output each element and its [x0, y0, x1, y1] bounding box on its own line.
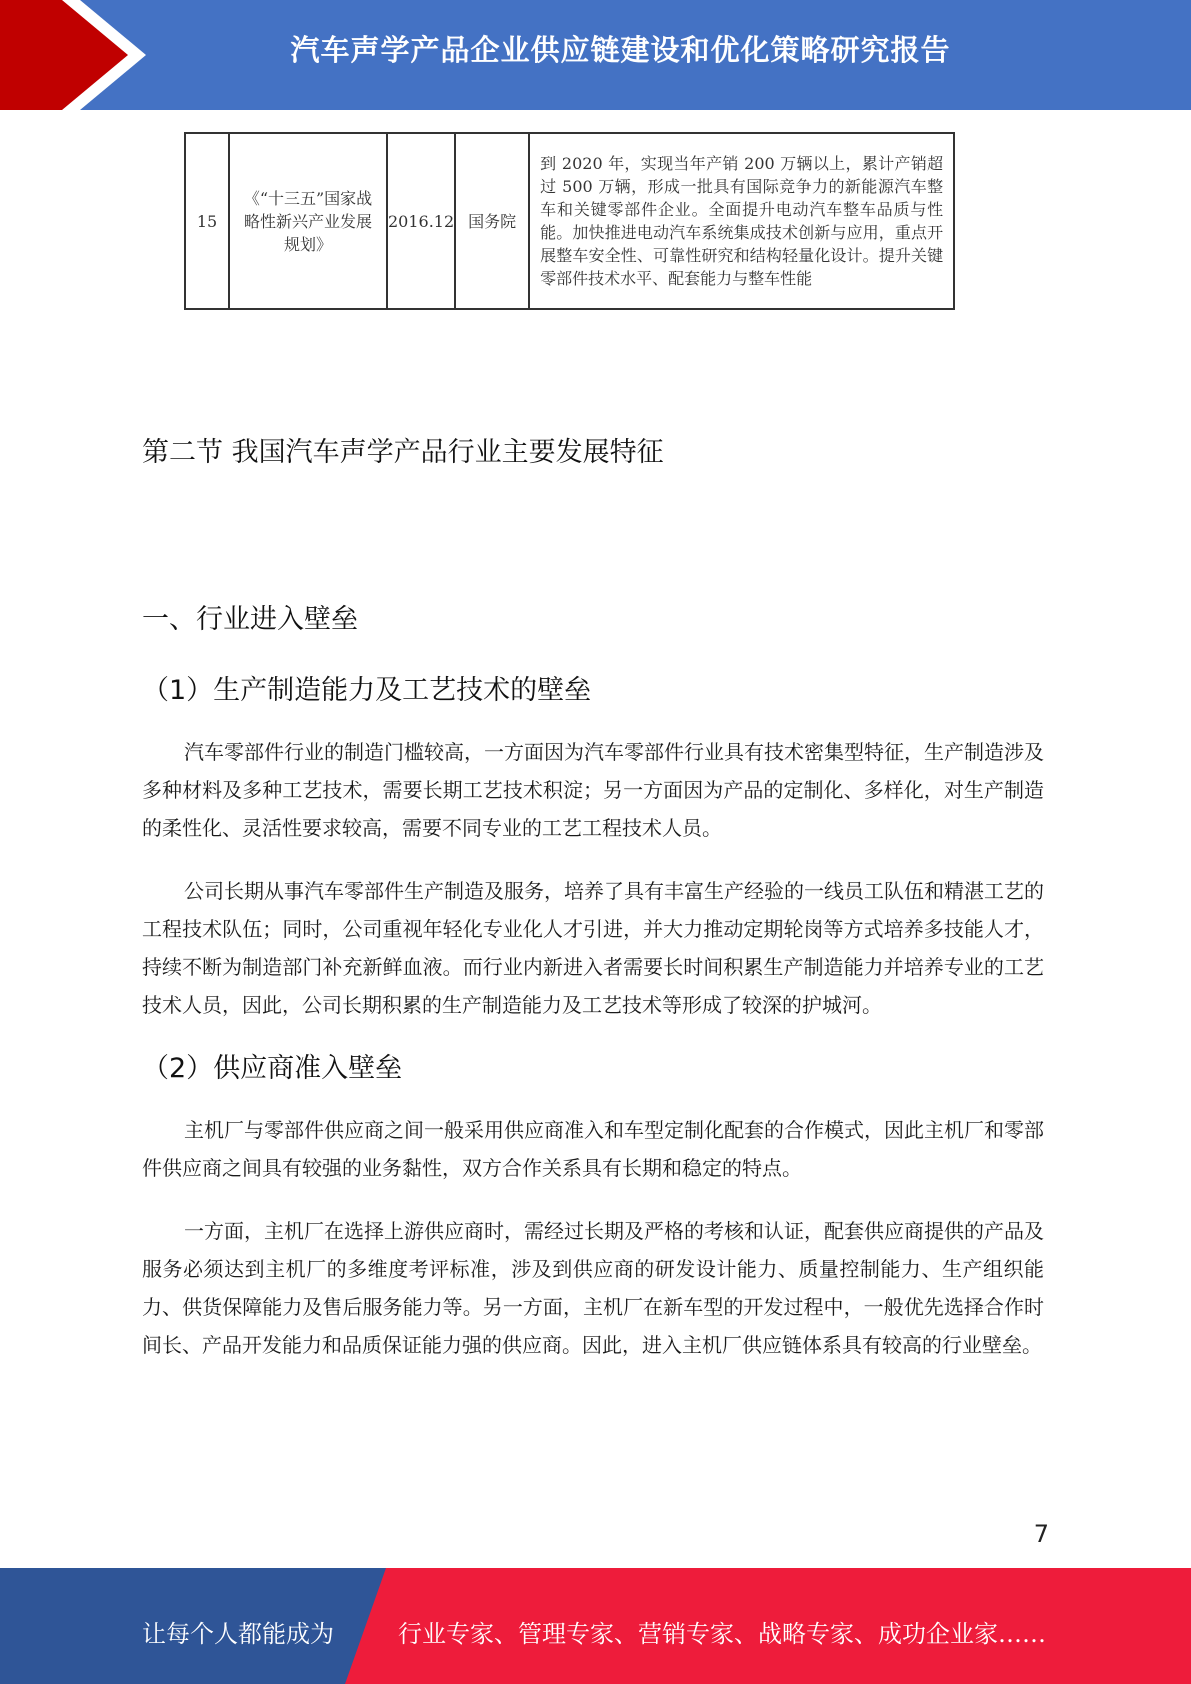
paragraph: 主机厂与零部件供应商之间一般采用供应商准入和车型定制化配套的合作模式，因此主机厂和零部件供应商之间具有较强的业务黏性，双方合作关系具有长期和稳定的特点。: [142, 1118, 1044, 1180]
page-number: 7: [1033, 1520, 1049, 1548]
cell-issuer: 国务院: [455, 133, 529, 309]
page-footer: [0, 1568, 1191, 1684]
policy-table: [184, 132, 955, 310]
cell-description: 到 2020 年，实现当年产销 200 万辆以上，累计产销超过 500 万辆，形成一批具有国际竞争力的新能源汽车整车和关键零部件企业。全面提升电动汽车整车品质与性能。加快推进电动汽车系统集成技术创新与应用，重点开展整车安全性、可靠性研究和结构轻量化设计。提升关键零部件技术水平、配套能力与整车性能: [529, 133, 954, 309]
header-arrow-icon: [0, 0, 170, 110]
table-row: [185, 133, 954, 309]
heading-entry-barriers: 一、行业进入壁垒: [142, 604, 358, 635]
footer-slogan-left: 让每个人都能成为: [142, 1620, 334, 1648]
cell-number: 15: [185, 133, 229, 309]
cell-date: 2016.12: [387, 133, 455, 309]
section-title: 第二节 我国汽车声学产品行业主要发展特征: [142, 437, 664, 468]
page-header: [0, 0, 1191, 110]
footer-slogan-right: 行业专家、管理专家、营销专家、战略专家、成功企业家……: [398, 1620, 1046, 1648]
paragraph: 汽车零部件行业的制造门槛较高，一方面因为汽车零部件行业具有技术密集型特征，生产制造涉及多种材料及多种工艺技术，需要长期工艺技术积淀；另一方面因为产品的定制化、多样化，对生产制造的柔性化、灵活性要求较高，需要不同专业的工艺工程技术人员。: [142, 740, 1044, 840]
cell-policy-name: 《“十三五”国家战略性新兴产业发展规划》: [229, 133, 387, 309]
paragraph: 一方面，主机厂在选择上游供应商时，需经过长期及严格的考核和认证，配套供应商提供的产品及服务必须达到主机厂的多维度考评标准，涉及到供应商的研发设计能力、质量控制能力、生产组织能力、供货保障能力及售后服务能力等。另一方面，主机厂在新车型的开发过程中，一般优先选择合作时间长、产品开发能力和品质保证能力强的供应商。因此，进入主机厂供应链体系具有较高的行业壁垒。: [142, 1219, 1044, 1357]
subheading-manufacturing-barrier: （1）生产制造能力及工艺技术的壁垒: [142, 675, 592, 706]
header-title: 汽车声学产品企业供应链建设和优化策略研究报告: [290, 33, 951, 67]
paragraph: 公司长期从事汽车零部件生产制造及服务，培养了具有丰富生产经验的一线员工队伍和精湛工艺的工程技术队伍；同时，公司重视年轻化专业化人才引进，并大力推动定期轮岗等方式培养多技能人才，持续不断为制造部门补充新鲜血液。而行业内新进入者需要长时间积累生产制造能力并培养专业的工艺技术人员，因此，公司长期积累的生产制造能力及工艺技术等形成了较深的护城河。: [142, 879, 1044, 1017]
subheading-supplier-barrier: （2）供应商准入壁垒: [142, 1053, 403, 1084]
